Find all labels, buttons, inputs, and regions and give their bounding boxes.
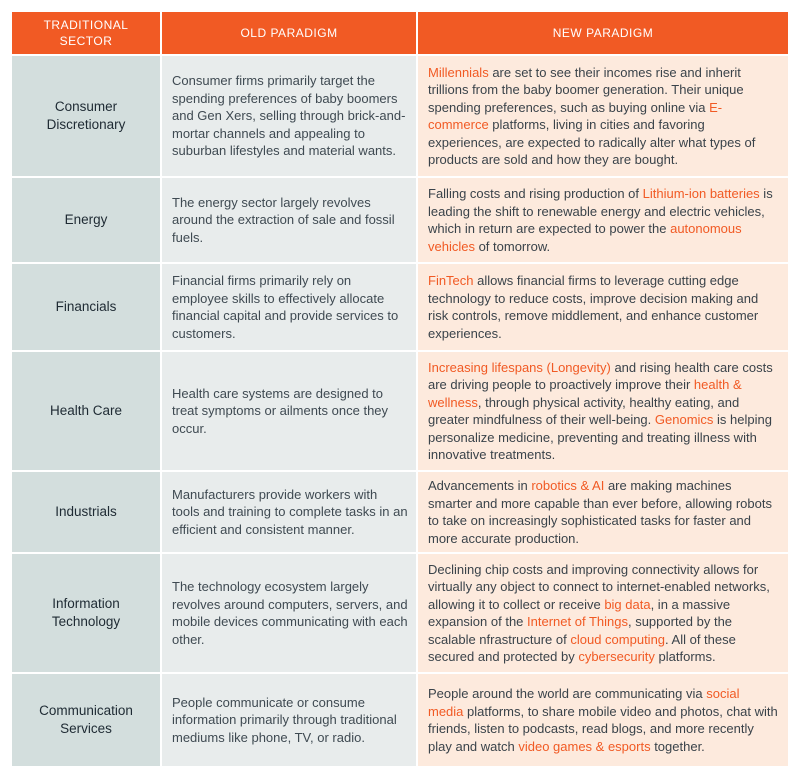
old-paradigm-cell xyxy=(162,176,418,262)
text-fragment: is helping personalize medicine, preventing and treating illness with innovative treatments. xyxy=(428,412,772,462)
new-paradigm-text xyxy=(428,685,778,755)
new-paradigm-cell xyxy=(418,350,788,470)
old-paradigm-text: The technology ecosystem largely revolves around computers, servers, and mobile devices communicating with each other. xyxy=(172,579,408,647)
highlight-term: cybersecurity xyxy=(578,649,655,664)
new-paradigm-text xyxy=(428,477,778,547)
old-paradigm-text: Health care systems are designed to treat symptoms or ailments once they occur. xyxy=(172,385,389,436)
sector-cell: Health Care xyxy=(12,350,162,470)
highlight-term: robotics & AI xyxy=(531,478,605,493)
new-paradigm-cell xyxy=(418,470,788,552)
text-fragment: , supported by the scalable nfrastructure of xyxy=(428,614,733,647)
new-paradigm-text xyxy=(428,185,778,255)
highlight-term: health & wellness xyxy=(428,377,742,410)
highlight-term: Increasing lifespans (Longevity) xyxy=(428,359,611,375)
text-fragment: , in a massive expansion of the xyxy=(428,596,731,629)
sector-cell: Industrials xyxy=(12,470,162,552)
new-paradigm-cell xyxy=(418,672,788,766)
text-fragment: are set to see their incomes rise and inherit trillions from the baby boomer generation. Their unique spending preferences, such as buying online via xyxy=(428,64,744,115)
new-paradigm-cell xyxy=(418,176,788,262)
text-fragment: together. xyxy=(650,738,705,754)
highlight-term: cloud computing xyxy=(570,631,666,647)
old-paradigm-cell xyxy=(162,470,418,552)
highlight-term: Lithium-ion batteries xyxy=(642,186,760,201)
old-paradigm-cell xyxy=(162,350,418,470)
old-paradigm-cell xyxy=(162,54,418,176)
text-fragment: platforms, to share mobile video and photos, chat with friends, listen to podcasts, read blogs, and more recently play and watch xyxy=(428,703,778,754)
old-paradigm-text: Consumer firms primarily target the spending preferences of baby boomers and Gen Xers, selling through brick-and-mortar channels and appealing to suburban lifestyles and material wants. xyxy=(172,73,406,159)
old-paradigm-text: Financial firms primarily rely on employee skills to effectively allocate financial capital and provide services to customers. xyxy=(172,273,399,341)
highlight-term: Millennials xyxy=(428,64,489,80)
new-paradigm-text xyxy=(428,64,778,169)
text-fragment: Advancements in xyxy=(428,478,532,493)
sector-cell: Energy xyxy=(12,176,162,262)
sector-cell: Consumer Discretionary xyxy=(12,54,162,176)
text-fragment: are making machines smarter and more capable than ever before, allowing robots to take on increasingly sophisticated tasks for faster and more accurate production. xyxy=(428,478,772,546)
text-fragment: People around the world are communicating via xyxy=(428,686,707,701)
text-fragment: platforms. xyxy=(654,649,716,664)
highlight-term: Internet of Things xyxy=(527,614,628,629)
old-paradigm-cell xyxy=(162,552,418,672)
highlight-term: autonomous vehicles xyxy=(428,221,742,254)
new-paradigm-cell xyxy=(418,54,788,176)
highlight-term: big data xyxy=(604,596,651,612)
header-traditional-sector: TRADITIONAL SECTOR xyxy=(12,12,162,54)
new-paradigm-text xyxy=(428,272,778,342)
old-paradigm-cell xyxy=(162,672,418,766)
sector-cell: Financials xyxy=(12,262,162,350)
header-new-paradigm: NEW PARADIGM xyxy=(418,12,788,54)
text-fragment: allows financial firms to leverage cutting edge technology to reduce costs, improve decision making and risk controls, remove middlement, and enhance customer experiences. xyxy=(428,273,759,341)
text-fragment: Falling costs and rising production of xyxy=(428,186,643,201)
text-fragment: of tomorrow. xyxy=(474,238,551,254)
text-fragment: , through physical activity, healthy eating, and greater mindfulness of their well-being. xyxy=(428,394,740,427)
old-paradigm-cell xyxy=(162,262,418,350)
highlight-term: Genomics xyxy=(654,412,714,427)
text-fragment: Declining chip costs and improving connectivity allows for virtually any object to connect to internet-enabled networks, allowing it to collect or receive xyxy=(428,561,770,612)
old-paradigm-text: Manufacturers provide workers with tools and training to complete tasks in an efficient and consistent manner. xyxy=(172,486,408,537)
new-paradigm-text xyxy=(428,561,778,666)
highlight-term: social media xyxy=(428,686,740,719)
text-fragment: platforms, living in cities and favoring experiences, are expected to radically alter what types of products are sold and how they are bought. xyxy=(428,117,756,167)
highlight-term: video games & esports xyxy=(518,738,651,754)
text-fragment: and rising health care costs are driving people to proactively improve their xyxy=(428,359,773,392)
paradigm-table xyxy=(12,12,788,766)
old-paradigm-text: The energy sector largely revolves around the extraction of sale and fossil fuels. xyxy=(172,194,395,245)
old-paradigm-text: People communicate or consume information primarily through traditional mediums like phone, TV, or radio. xyxy=(172,694,397,745)
new-paradigm-cell xyxy=(418,552,788,672)
highlight-term: FinTech xyxy=(428,273,474,288)
highlight-term: E-commerce xyxy=(428,99,723,132)
sector-cell: Communication Services xyxy=(12,672,162,766)
header-old-paradigm: OLD PARADIGM xyxy=(162,12,418,54)
new-paradigm-text xyxy=(428,359,778,464)
new-paradigm-cell xyxy=(418,262,788,350)
sector-cell: Information Technology xyxy=(12,552,162,672)
text-fragment: . All of these secured and protected by xyxy=(428,631,736,664)
text-fragment: is leading the shift to renewable energy and electric vehicles, which in return are expected to power the xyxy=(428,186,773,236)
